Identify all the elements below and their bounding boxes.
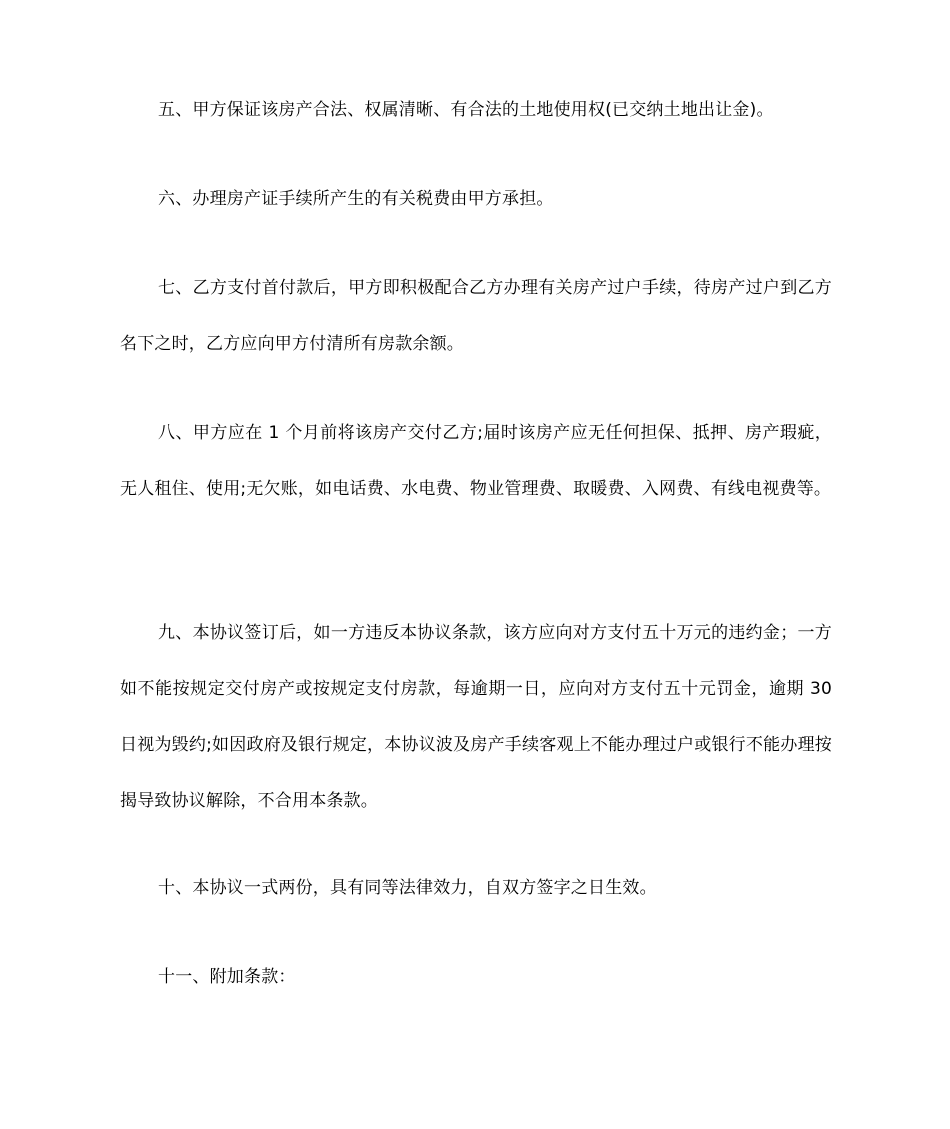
clause-9: 九、本协议签订后，如一方违反本协议条款，该方应向对方支付五十万元的违约金；一方如不能按规定交付房产或按规定支付房款，每逾期一日，应向对方支付五十元罚金，逾期 30 日视为毁约;如因政府及银行规定，本协议波及房产手续客观上不能办理过户或银行不能办理按揭导致协议解除，不合用本条款。 [120, 623, 832, 811]
clause-8: 八、甲方应在 1 个月前将该房产交付乙方;届时该房产应无任何担保、抵押、房产瑕疵，无人租住、使用;无欠账，如电话费、水电费、物业管理费、取暖费、入网费、有线电视费等。 [120, 423, 832, 499]
clause-11: 十一、附加条款： [158, 967, 296, 987]
clause-10: 十、本协议一式两份，具有同等法律效力，自双方签字之日生效。 [158, 878, 657, 898]
clause-7: 七、乙方支付首付款后，甲方即积极配合乙方办理有关房产过户手续，待房产过户到乙方名下之时，乙方应向甲方付清所有房款余额。 [120, 278, 832, 354]
clause-5: 五、甲方保证该房产合法、权属清晰、有合法的土地使用权(已交纳土地出让金)。 [158, 100, 774, 120]
clause-6: 六、办理房产证手续所产生的有关税费由甲方承担。 [158, 189, 554, 209]
